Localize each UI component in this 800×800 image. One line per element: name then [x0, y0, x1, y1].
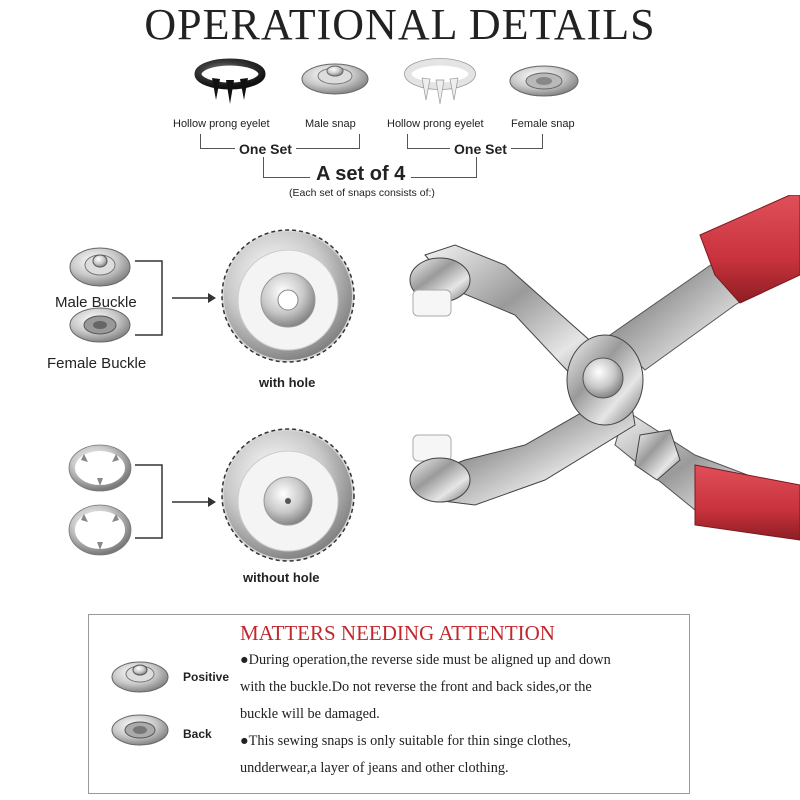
without-hole-zoom	[220, 425, 360, 575]
attention-title: MATTERS NEEDING ATTENTION	[240, 621, 555, 645]
with-hole-zoom	[220, 228, 360, 378]
attention-line-2: with the buckle.Do not reverse the front and back sides,or the	[240, 679, 592, 695]
prong-ring-icon-1	[69, 445, 131, 491]
positive-snap-icon	[112, 662, 168, 692]
attention-line-1: ●During operation,the reverse side must be aligned up and down	[240, 652, 611, 668]
attention-line-3: buckle will be damaged.	[240, 706, 380, 722]
back-label: Back	[183, 727, 212, 741]
attention-text	[240, 647, 685, 782]
male-buckle-icon	[70, 248, 130, 286]
snap-pliers-image	[395, 195, 800, 595]
black-prong-eyelet-icon	[198, 62, 262, 104]
female-buckle-label: Female Buckle	[47, 355, 147, 372]
component-label-3: Hollow prong eyelet	[387, 118, 484, 130]
set-title: A set of 4	[310, 163, 411, 186]
prong-ring-icon-2	[69, 505, 131, 555]
with-hole-caption: with hole	[259, 375, 316, 390]
attention-line-4: ●This sewing snaps is only suitable for thin singe clothes,	[240, 733, 572, 749]
attention-icons	[105, 655, 180, 750]
page-title: OPERATIONAL DETAILS	[144, 0, 656, 49]
female-snap-icon	[510, 66, 578, 96]
top-connector	[130, 255, 220, 345]
male-snap-icon	[302, 64, 368, 94]
set-subtitle: (Each set of snaps consists of:)	[289, 187, 435, 199]
female-buckle-icon	[70, 308, 130, 342]
bottom-connector	[130, 460, 220, 550]
attention-line-5: undderwear,a layer of jeans and other clothing.	[240, 760, 509, 776]
set-label-1: One Set	[235, 141, 296, 157]
component-label-4: Female snap	[511, 118, 575, 130]
back-snap-icon	[112, 715, 168, 745]
component-label-2: Male snap	[305, 118, 356, 130]
male-buckle-label: Male Buckle	[55, 294, 137, 311]
component-label-1: Hollow prong eyelet	[173, 118, 270, 130]
components-row	[0, 52, 800, 122]
positive-label: Positive	[183, 670, 230, 684]
without-hole-caption: without hole	[243, 570, 320, 585]
prong-icons-bottom	[62, 440, 138, 570]
white-prong-eyelet-icon	[405, 59, 476, 105]
set-label-2: One Set	[450, 141, 511, 157]
